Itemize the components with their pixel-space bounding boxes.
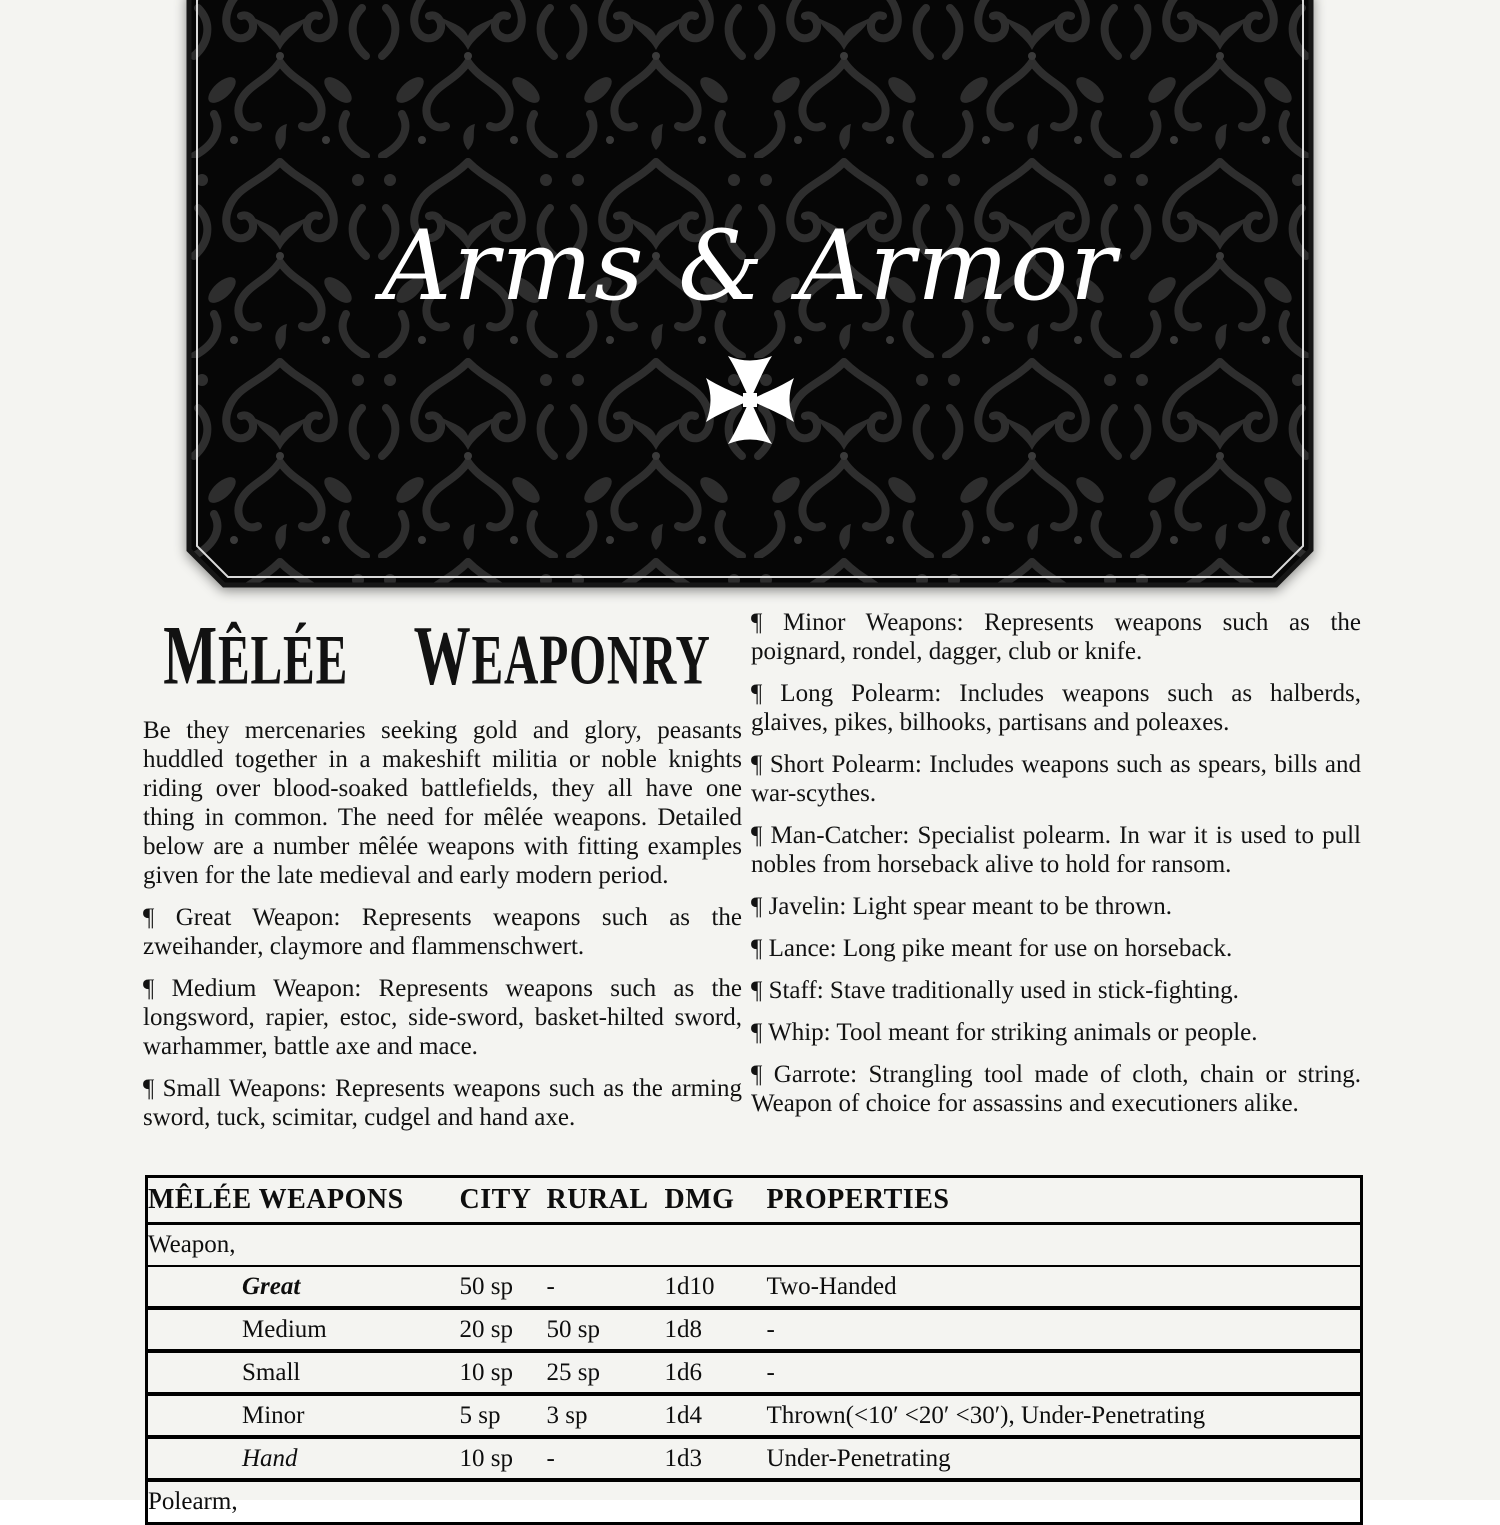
cell-properties: - bbox=[767, 1351, 1362, 1394]
weapon-definition: ¶ Minor Weapons: Represents weapons such as the poignard, rondel, dagger, club or knife. bbox=[751, 609, 1361, 665]
table-group-row bbox=[147, 1224, 1362, 1267]
cell-dmg: 1d8 bbox=[665, 1308, 767, 1351]
intro-paragraph: Be they mercenaries seeking gold and glory, peasants huddled together in a makeshift militia or noble knights riding over blood-soaked battlefields, they all have one thing in common. The need for mêlée weapons. Detailed below are a number mêlée weapons with fitting examples given for the late medieval and early modern period. bbox=[143, 717, 742, 889]
left-column bbox=[143, 608, 742, 1132]
weapon-definition: ¶ Whip: Tool meant for striking animals or people. bbox=[751, 1019, 1258, 1046]
cross-pattee-icon bbox=[700, 348, 800, 452]
weapon-definition: ¶ Man-Catcher: Specialist polearm. In war it is used to pull nobles from horseback alive to hold for ransom. bbox=[751, 822, 1361, 878]
weapon-definition: ¶ Staff: Stave traditionally used in stick-fighting. bbox=[751, 977, 1239, 1004]
banner-title: Arms & Armor bbox=[382, 210, 1118, 322]
group-label: Polearm, bbox=[147, 1480, 1362, 1524]
cell-name: Medium bbox=[147, 1308, 460, 1351]
cell-name: Great bbox=[147, 1266, 460, 1308]
cell-dmg: 1d4 bbox=[665, 1394, 767, 1437]
cell-properties: - bbox=[767, 1308, 1362, 1351]
cell-rural: - bbox=[547, 1437, 665, 1480]
cell-city: 5 sp bbox=[460, 1394, 547, 1437]
cell-city: 50 sp bbox=[460, 1266, 547, 1308]
column-header-properties: PROPERTIES bbox=[767, 1177, 1362, 1224]
cell-rural: 25 sp bbox=[547, 1351, 665, 1394]
weapon-definition: ¶ Short Polearm: Includes weapons such as spears, bills and war-scythes. bbox=[751, 751, 1361, 807]
section-heading-word: WEAPONRY bbox=[413, 608, 711, 703]
weapon-definition: ¶ Great Weapon: Represents weapons such as the zweihander, claymore and flammenschwert. bbox=[143, 904, 742, 960]
table-row bbox=[147, 1351, 1362, 1394]
cell-name: Hand bbox=[147, 1437, 460, 1480]
weapon-definition: ¶ Small Weapons: Represents weapons such as the arming sword, tuck, scimitar, cudgel and hand axe. bbox=[143, 1075, 742, 1131]
table-row bbox=[147, 1437, 1362, 1480]
table-row bbox=[147, 1266, 1362, 1308]
weapon-definition: ¶ Lance: Long pike meant for use on horseback. bbox=[751, 935, 1233, 962]
weapon-definition: ¶ Medium Weapon: Represents weapons such as the longsword, rapier, estoc, side-sword, basket-hilted sword, warhammer, battle axe and mace. bbox=[143, 975, 742, 1060]
table-header-row bbox=[147, 1177, 1362, 1224]
cell-dmg: 1d3 bbox=[665, 1437, 767, 1480]
column-header-dmg: DMG bbox=[665, 1177, 767, 1224]
cell-name: Minor bbox=[147, 1394, 460, 1437]
cell-city: 10 sp bbox=[460, 1351, 547, 1394]
melee-weapons-table bbox=[145, 1175, 1363, 1525]
cell-city: 20 sp bbox=[460, 1308, 547, 1351]
group-label: Weapon, bbox=[147, 1224, 1362, 1267]
cell-name: Small bbox=[147, 1351, 460, 1394]
cell-dmg: 1d10 bbox=[665, 1266, 767, 1308]
cell-properties: Two-Handed bbox=[767, 1266, 1362, 1308]
table-group-row bbox=[147, 1480, 1362, 1524]
cell-rural: 3 sp bbox=[547, 1394, 665, 1437]
column-header-name: MÊLÉE WEAPONS bbox=[147, 1177, 460, 1224]
cell-rural: 50 sp bbox=[547, 1308, 665, 1351]
right-column bbox=[751, 608, 1361, 1118]
cell-dmg: 1d6 bbox=[665, 1351, 767, 1394]
table-row bbox=[147, 1308, 1362, 1351]
cell-rural: - bbox=[547, 1266, 665, 1308]
cell-properties: Thrown(<10′ <20′ <30′), Under-Penetrating bbox=[767, 1394, 1362, 1437]
weapon-definition: ¶ Garrote: Strangling tool made of cloth, chain or string. Weapon of choice for assassins and executioners alike. bbox=[751, 1061, 1361, 1117]
section-heading bbox=[143, 608, 742, 706]
weapon-definition: ¶ Javelin: Light spear meant to be thrown. bbox=[751, 893, 1172, 920]
table-row bbox=[147, 1394, 1362, 1437]
section-heading-word: MÊLÉE bbox=[163, 608, 349, 703]
cell-city: 10 sp bbox=[460, 1437, 547, 1480]
column-header-rural: RURAL bbox=[547, 1177, 665, 1224]
column-header-city: CITY bbox=[460, 1177, 547, 1224]
weapon-definition: ¶ Long Polearm: Includes weapons such as halberds, glaives, pikes, bilhooks, partisans and poleaxes. bbox=[751, 680, 1361, 736]
cell-properties: Under-Penetrating bbox=[767, 1437, 1362, 1480]
